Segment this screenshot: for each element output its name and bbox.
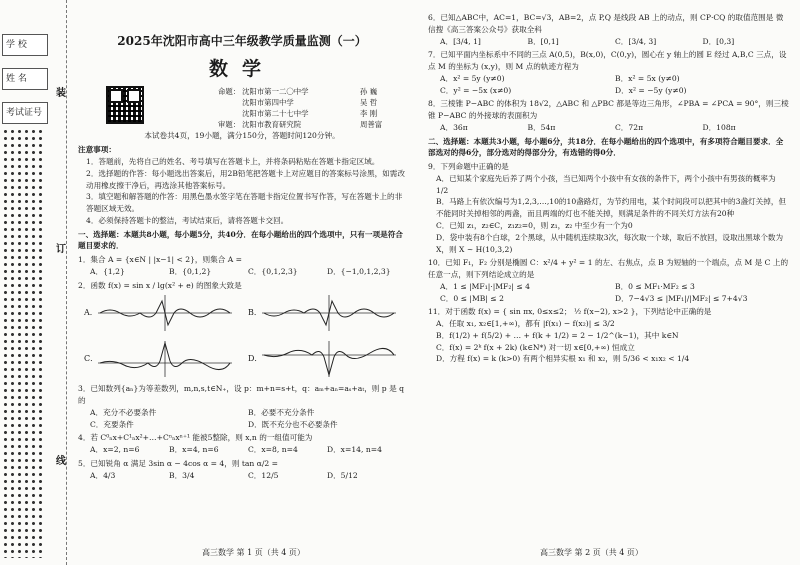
notice-item: 1．答题前，先将自己的姓名、考号填写在答题卡上，并将条码粘贴在答题卡指定区域。 [86, 157, 380, 166]
option-d[interactable]: D．x=14, n=4 [327, 445, 382, 455]
option-row [78, 470, 406, 482]
author-list [218, 86, 406, 130]
author-role [218, 97, 242, 108]
option-a[interactable]: A．4/3 [90, 470, 116, 480]
option-a[interactable]: A．已知某个家庭先后养了两个小孩，当已知两个小孩中有女孩的条件下，两个小孩中有男孩的概率为 1/2 [436, 173, 776, 195]
option-c[interactable]: C．已知 z₁，z₂∈C，z₁z₂=0，则 z₁，z₂ 中至少有一个为0 [436, 221, 633, 231]
option-row [428, 122, 790, 134]
author-name: 周善富 [360, 120, 383, 130]
option-a[interactable]: A．1 ≤ |MF₁|·|MF₂| ≤ 4 [440, 281, 530, 291]
graph-label: A． [84, 308, 98, 318]
option-a[interactable]: A．充分不必要条件 [90, 407, 157, 417]
option-b[interactable]: B．x=4, n=6 [169, 445, 219, 455]
option-a[interactable]: A．任取 x₁, x₂∈[1,+∞)，都有 |f(x₁) − f(x₂)| ≤ 3/2 [436, 319, 615, 329]
notice-item: 4．必须保持答题卡的整洁，考试结束后，请将答题卡交回。 [86, 215, 289, 225]
question-2 [78, 280, 406, 382]
seal-line [66, 0, 67, 565]
section-1-heading: 一、选择题：本题共8小题，每小题5分，共40分．在每小题给出的四个选项中，只有一项是符合题目要求的． [78, 229, 403, 251]
option-b[interactable]: B．马路上有依次编号为1,2,3,…,10的10盏路灯，为节约用电，某个时间段可以把其中的3盏灯关掉，但不能同时关掉相邻的两盏，而且两端的灯也不能关掉，则满足条件的不同关灯方法有20种 [436, 197, 787, 219]
option-d[interactable]: D．[0,3] [702, 36, 735, 46]
option-grid [428, 73, 790, 97]
question-11 [428, 306, 790, 365]
school-field: 学 校 [2, 34, 48, 56]
question-10 [428, 257, 790, 304]
exam-number-field: 考试证号 [2, 102, 48, 124]
option-b[interactable]: B．{0,1,2} [169, 266, 212, 276]
question-8 [428, 98, 790, 133]
option-c[interactable]: C．f(x) = 2ᵏ f(x + 2k) (k∈N*) 对一切 x∈[0,+∞) 恒成立 [436, 342, 635, 352]
binding-margin [0, 0, 70, 565]
option-d[interactable]: D．方程 f(x) = k (k>0) 有两个相异实根 x₁ 和 x₂，则 5/36 < x₁x₂ < 1/4 [436, 354, 690, 364]
question-stem: 11．对于函数 f(x) = { sin πx, 0≤x≤2； ½ f(x−2), x>2 }，下列结论中正确的是 [428, 307, 712, 317]
qr-code-icon [106, 86, 144, 124]
question-stem: 3．已知数列{aₙ}为等差数列，m,n,s,t∈N₊，设 p：m+n=s+t，q：aₘ+aₙ=aₛ+aₜ，则 p 是 q 的 [78, 384, 404, 406]
graph-option-c[interactable] [84, 341, 234, 377]
option-d[interactable]: D．{−1,0,1,2,3} [327, 266, 391, 276]
option-b[interactable]: B．0 ≤ MF₁·MF₂ ≤ 3 [615, 281, 695, 291]
page-footer-right: 高三数学 第 2 页（共 4 页） [540, 547, 643, 557]
option-c[interactable]: C．x=8, n=4 [248, 445, 298, 455]
option-c[interactable]: C．充要条件 [90, 419, 134, 429]
option-d[interactable]: D．5/12 [327, 470, 358, 480]
seat-dot-grid [2, 128, 44, 558]
option-row [78, 444, 406, 456]
seal-char-xian: 线 [56, 456, 66, 467]
question-9 [428, 161, 790, 255]
option-a[interactable]: A．x=2, n=6 [90, 445, 140, 455]
page-2 [420, 0, 796, 565]
option-c[interactable]: C．12/5 [248, 470, 279, 480]
option-a[interactable]: A．36π [440, 122, 468, 132]
question-stem: 10．已知 F₁，F₂ 分别是椭圆 C：x²/4 + y² = 1 的左、右焦点，点 B 为短轴的一个端点，点 M 是 C 上的任意一点，则下列结论成立的是 [428, 258, 789, 280]
option-c[interactable]: C．{0,1,2,3} [248, 266, 298, 276]
question-stem: 4．若 C⁰ₙx+C¹ₙx²+…+Cⁿₙxⁿ⁺¹ 能被5整除，则 x,n 的一组值可能为 [78, 433, 313, 443]
graph-label: D． [248, 354, 263, 364]
option-b[interactable]: B．必要不充分条件 [248, 407, 315, 417]
option-b[interactable]: B．x² = 5x (y≠0) [615, 73, 680, 83]
page-footer-left: 高三数学 第 1 页（共 4 页） [202, 547, 305, 557]
option-c[interactable]: C．0 ≤ |MB| ≤ 2 [440, 293, 504, 303]
option-d[interactable]: D．x² = −5y (y≠0) [615, 85, 687, 95]
notice-title: 注意事项： [78, 145, 116, 155]
question-stem: 5．已知锐角 α 满足 3sin α − 4cos α = 4，则 tan α/2 = [78, 459, 279, 469]
notice-item: 2．选择题的作答：每小题选出答案后，用2B铅笔把答题卡上对应题目的答案标号涂黑，如需改动用橡皮擦干净后，再选涂其他答案标号。 [86, 168, 405, 190]
option-row [78, 266, 406, 278]
option-b[interactable]: B．[0,1] [527, 36, 559, 46]
author-school: 沈阳市第四中学 [242, 98, 294, 108]
graph-c-plot [98, 341, 232, 377]
question-stem: 6．已知△ABC中，AC=1，BC=√3，AB=2，点 P,Q 是线段 AB 上的动点，则 CP·CQ 的取值范围是 微信搜《高三答案公众号》获取全科 [428, 13, 784, 34]
option-grid [428, 281, 790, 305]
subject-title: 数学 [208, 57, 275, 80]
question-1 [78, 254, 406, 278]
question-4 [78, 432, 406, 456]
author-role: 命题： [218, 87, 241, 97]
author-school: 沈阳市第二十七中学 [242, 109, 309, 119]
option-d[interactable]: D．袋中装有8个白球，2个黑球，从中随机连续取3次，每次取一个球，取后不放回，设取出黑球个数为X，则 X ~ H(10,3,2) [436, 232, 784, 254]
question-5 [78, 458, 406, 482]
graph-a-plot [98, 295, 232, 331]
author-role [218, 108, 242, 119]
option-grid [78, 407, 406, 431]
question-stem: 8．三棱锥 P−ABC 的体积为 18√2，△ABC 和 △PBC 都是等边三角形，∠PBA = ∠PCA = 90°，则三棱锥 P−ABC 的外接球的表面积为 [428, 99, 789, 121]
author-row [218, 97, 406, 108]
option-d[interactable]: D．既不充分也不必要条件 [248, 419, 338, 429]
question-stem: 7．已知平面内坐标系中不同的三点 A(0,5)，B(x,0)，C(0,y)，圆心在 y 轴上的圆 E 经过 A,B,C 三点，设点 M 的坐标为 (x,y)，则 M 点的轨迹方程为 [428, 50, 787, 72]
question-6 [428, 12, 790, 47]
graph-option-b[interactable] [248, 295, 398, 331]
author-school: 沈阳市第一二〇中学 [242, 87, 309, 97]
option-b[interactable]: B．3/4 [169, 470, 195, 480]
graph-option-a[interactable] [84, 295, 234, 331]
option-row [428, 36, 790, 48]
graph-option-d[interactable] [248, 341, 398, 377]
option-c[interactable]: C．72π [615, 122, 644, 132]
question-stem: 1．集合 A = {x∈N | |x−1| < 2}，则集合 A = [78, 255, 242, 265]
option-a[interactable]: A．x² = 5y (y≠0) [440, 73, 505, 83]
author-school: 沈阳市教育研究院 [242, 120, 302, 130]
notice-item: 3．填空题和解答题的作答：用黑色墨水签字笔在答题卡指定位置书写作答，写在答题卡上的非答题区域无效。 [86, 192, 403, 214]
name-field: 姓 名 [2, 68, 48, 90]
option-a[interactable]: A．[3/4, 1] [440, 36, 481, 46]
graph-options [78, 295, 406, 381]
author-name: 孙 巍 [360, 87, 378, 97]
graph-d-plot [262, 341, 396, 377]
question-stem: 9．下列命题中正确的是 [428, 162, 509, 172]
question-7 [428, 49, 790, 96]
author-row [218, 119, 406, 130]
option-b[interactable]: B．f(1/2) + f(5/2) + … + f(k + 1/2) = 2 − 1/2^(k−1)，其中 k∈N [436, 330, 679, 340]
section-2-heading: 二、选择题：本题共3小题，每小题6分，共18分．在每小题给出的四个选项中，有多项符合题目要求．全部选对的得6分，部分选对的得部分分，有选错的得0分． [428, 136, 784, 158]
graph-b-plot [262, 295, 396, 331]
option-d[interactable]: D．108π [702, 122, 736, 132]
option-a[interactable]: A．{1,2} [90, 266, 125, 276]
author-name: 李 刚 [360, 109, 378, 119]
exam-title: 2025年沈阳市高中三年级教学质量监测（一） [117, 34, 367, 48]
graph-label: B． [248, 308, 262, 318]
graph-label: C． [84, 354, 99, 364]
seal-char-zhuang: 装 [56, 88, 66, 99]
option-c[interactable]: C．[3/4, 3] [615, 36, 657, 46]
option-d[interactable]: D．7−4√3 ≤ |MF₁|/|MF₂| ≤ 7+4√3 [615, 293, 748, 303]
question-3 [78, 383, 406, 430]
question-stem: 2．函数 f(x) = sin x / lg(x² + e) 的图象大致是 [78, 280, 242, 290]
author-row [218, 86, 406, 97]
option-b[interactable]: B．54π [527, 122, 556, 132]
option-c[interactable]: C．y² = −5x (x≠0) [440, 85, 512, 95]
author-name: 吴 哲 [360, 98, 378, 108]
seal-char-ding: 订 [56, 244, 66, 255]
exam-info: 本试卷共4页，19小题，满分150分，答题时间120分钟。 [144, 131, 340, 141]
author-role: 审题： [218, 120, 241, 130]
author-row [218, 108, 406, 119]
page-1 [72, 0, 412, 565]
